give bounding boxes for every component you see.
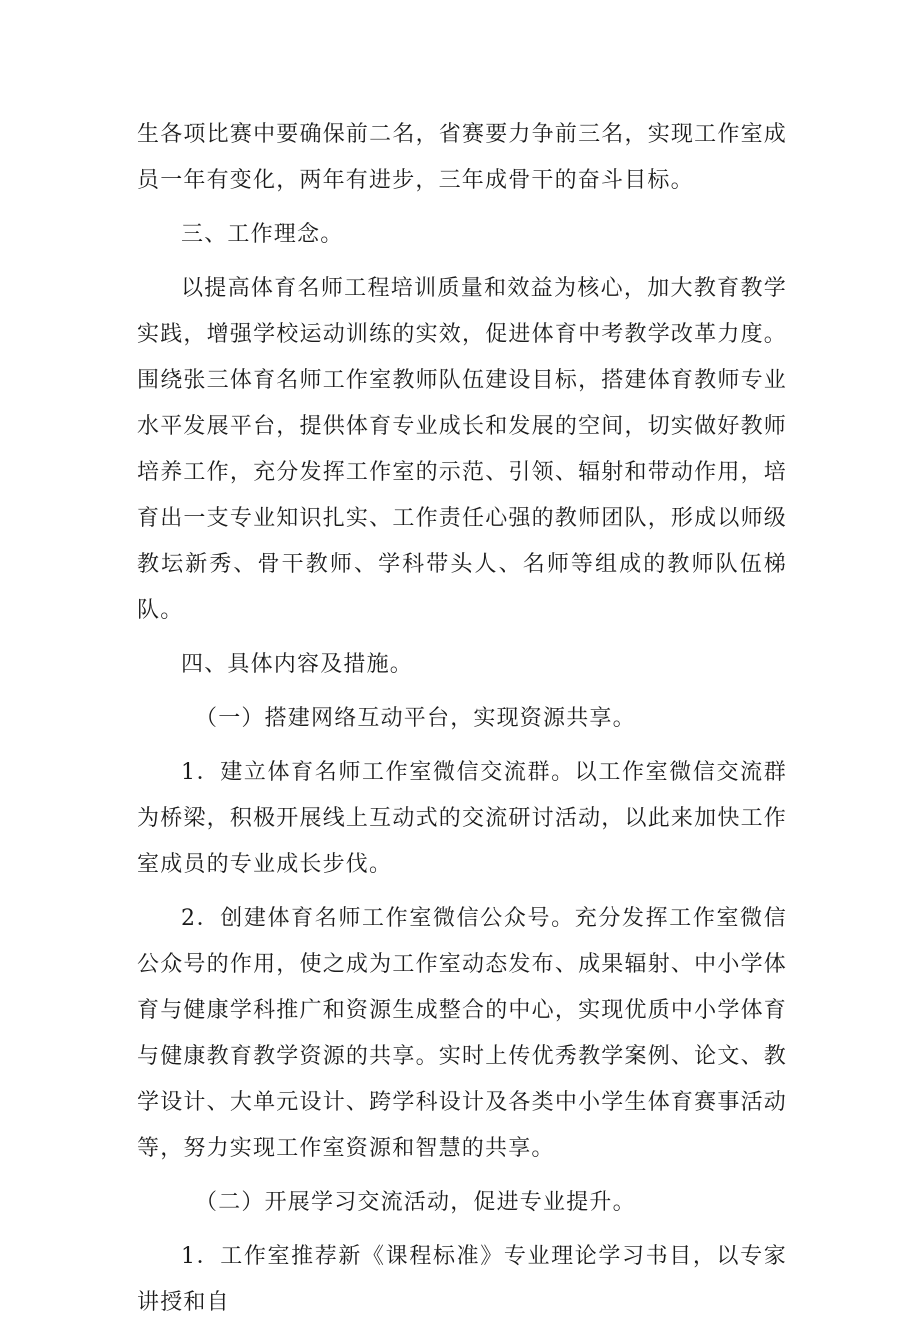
paragraph-item-1-reading-list: 1．工作室推荐新《课程标准》专业理论学习书目，以专家讲授和自 [137,1244,787,1315]
paragraph-work-philosophy: 以提高体育名师工程培训质量和效益为核心，加大教育教学实践，增强学校运动训练的实效，促进体育中考教学改革力度。围绕张三体育名师工作室教师队伍建设目标，搭建体育教师专业水平发展平台，提供体育专业成长和发展的空间，切实做好教师培养工作，充分发挥工作室的示范、引领、辐射和带动作用，培育出一支专业知识扎实、工作责任心强的教师团队，形成以师级教坛新秀、骨干教师、学科带头人、名师等组成的教师队伍梯队。 [137,276,787,623]
subsection-heading-1: （一）搭建网络互动平台，实现资源共享。 [195,706,636,731]
section-heading-4: 四、具体内容及措施。 [181,652,414,677]
subsection-heading-2: （二）开展学习交流活动，促进专业提升。 [195,1190,636,1215]
paragraph-item-2-wechat-account: 2．创建体育名师工作室微信公众号。充分发挥工作室微信公众号的作用，使之成为工作室动态发布、成果辐射、中小学体育与健康学科推广和资源生成整合的中心，实现优质中小学体育与健康教育教学资源的共享。实时上传优秀教学案例、论文、教学设计、大单元设计、跨学科设计及各类中小学生体育赛事活动等，努力实现工作室资源和智慧的共享。 [137,906,787,1161]
paragraph-item-1-wechat-group: 1．建立体育名师工作室微信交流群。以工作室微信交流群为桥梁，积极开展线上互动式的交流研讨活动，以此来加快工作室成员的专业成长步伐。 [137,760,787,877]
section-heading-3: 三、工作理念。 [181,222,344,247]
paragraph-continuation: 生各项比赛中要确保前二名，省赛要力争前三名，实现工作室成员一年有变化，两年有进步，三年成骨干的奋斗目标。 [137,122,787,193]
document-body [137,112,787,1326]
